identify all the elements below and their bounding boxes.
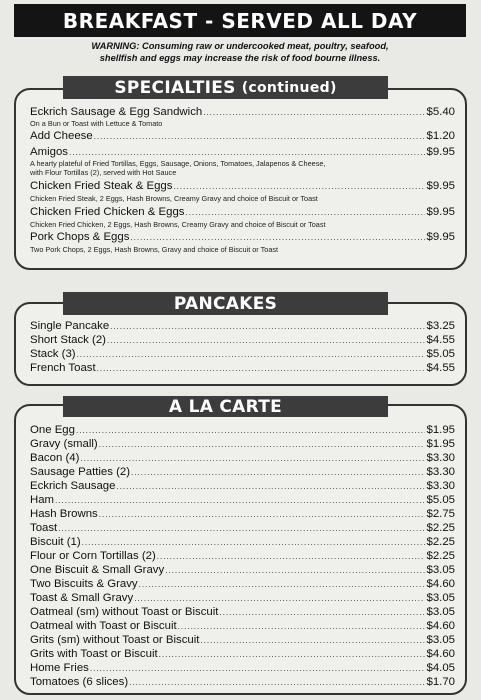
item-price: $2.25 <box>426 550 455 562</box>
item-price: $5.05 <box>426 494 455 506</box>
menu-item <box>30 634 455 648</box>
item-name: Flour or Corn Tortillas (2) <box>30 550 156 562</box>
item-description: On a Bun or Toast with Lettuce & Tomato <box>30 119 163 128</box>
warning-line-2: shellfish and eggs may increase the risk of food bourne illness. <box>99 53 381 63</box>
pancakes-title-text: PANCAKES <box>173 293 278 314</box>
menu-item <box>30 334 455 348</box>
leader-dots <box>139 580 426 589</box>
leader-dots <box>203 108 425 117</box>
item-price: $9.95 <box>426 206 455 218</box>
item-name: Two Biscuits & Gravy <box>30 578 138 590</box>
menu-item <box>30 106 455 120</box>
menu-item <box>30 592 455 606</box>
item-name: Home Fries <box>30 662 89 674</box>
item-price: $3.05 <box>426 634 455 646</box>
item-price: $5.40 <box>426 106 455 118</box>
leader-dots <box>82 538 426 547</box>
item-description: Chicken Fried Steak, 2 Eggs, Hash Browns, Creamy Gravy and choice of Biscuit or Toast <box>30 194 318 203</box>
leader-dots <box>131 468 425 477</box>
menu-item <box>30 606 455 620</box>
item-name: One Egg <box>30 424 75 436</box>
menu-item <box>30 424 455 438</box>
item-name: Toast <box>30 522 58 534</box>
menu-item <box>30 480 455 494</box>
item-price: $4.60 <box>426 578 455 590</box>
leader-dots <box>219 608 425 617</box>
menu-item <box>30 648 455 662</box>
leader-dots <box>99 510 426 519</box>
item-name: Add Cheese <box>30 130 93 142</box>
item-name: Bacon (4) <box>30 452 80 464</box>
item-price: $1.95 <box>426 424 455 436</box>
item-name: Gravy (small) <box>30 438 98 450</box>
item-price: $3.05 <box>426 564 455 576</box>
menu-item <box>30 522 455 536</box>
leader-dots <box>165 566 425 575</box>
specialties-title <box>63 76 388 99</box>
pancakes-title <box>63 292 388 315</box>
menu-item <box>30 676 455 690</box>
item-price: $2.25 <box>426 536 455 548</box>
item-name: French Toast <box>30 362 96 374</box>
item-price: $1.20 <box>426 130 455 142</box>
food-safety-warning <box>40 40 440 64</box>
menu-item <box>30 362 455 376</box>
leader-dots <box>116 482 425 491</box>
menu-item <box>30 146 455 160</box>
leader-dots <box>80 454 425 463</box>
item-name: Tomatoes (6 slices) <box>30 676 129 688</box>
item-name: Grits (sm) without Toast or Biscuit <box>30 634 200 646</box>
item-description: Two Pork Chops, 2 Eggs, Hash Browns, Gravy and choice of Biscuit or Toast <box>30 245 279 254</box>
item-name: Oatmeal (sm) without Toast or Biscuit <box>30 606 219 618</box>
item-price: $1.70 <box>426 676 455 688</box>
item-name: Stack (3) <box>30 348 76 360</box>
leader-dots <box>173 182 425 191</box>
leader-dots <box>69 148 426 157</box>
item-description: A hearty plateful of Fried Tortillas, Eggs, Sausage, Onions, Tomatoes, Jalapenos & Cheese, <box>30 159 326 168</box>
menu-item <box>30 231 455 245</box>
item-price: $9.95 <box>426 146 455 158</box>
specialties-title-suffix: (continued) <box>241 79 337 96</box>
warning-line-1: WARNING: Consuming raw or undercooked meat, poultry, seafood, <box>91 41 389 51</box>
leader-dots <box>77 350 426 359</box>
menu-item <box>30 578 455 592</box>
leader-dots <box>107 336 426 345</box>
item-name: Chicken Fried Steak & Eggs <box>30 180 173 192</box>
item-price: $3.30 <box>426 452 455 464</box>
menu-item <box>30 466 455 480</box>
item-price: $3.05 <box>426 592 455 604</box>
leader-dots <box>110 322 425 331</box>
leader-dots <box>157 552 426 561</box>
item-name: Oatmeal with Toast or Biscuit <box>30 620 177 632</box>
menu-item <box>30 180 455 194</box>
item-name: Amigos <box>30 146 68 158</box>
item-price: $4.55 <box>426 334 455 346</box>
item-price: $4.60 <box>426 648 455 660</box>
item-name: Biscuit (1) <box>30 536 81 548</box>
item-price: $4.60 <box>426 620 455 632</box>
menu-item <box>30 508 455 522</box>
menu-item <box>30 494 455 508</box>
item-price: $9.95 <box>426 180 455 192</box>
leader-dots <box>58 524 425 533</box>
item-price: $1.95 <box>426 438 455 450</box>
item-name: Chicken Fried Chicken & Eggs <box>30 206 185 218</box>
item-price: $4.55 <box>426 362 455 374</box>
item-price: $9.95 <box>426 231 455 243</box>
item-name: Eckrich Sausage <box>30 480 116 492</box>
menu-item <box>30 550 455 564</box>
menu-item <box>30 662 455 676</box>
item-price: $2.75 <box>426 508 455 520</box>
item-name: Eckrich Sausage & Egg Sandwich <box>30 106 203 118</box>
leader-dots <box>130 233 425 242</box>
page-title: BREAKFAST - SERVED ALL DAY <box>14 4 466 37</box>
leader-dots <box>159 650 426 659</box>
leader-dots <box>178 622 426 631</box>
item-name: One Biscuit & Small Gravy <box>30 564 165 576</box>
leader-dots <box>94 132 426 141</box>
menu-item <box>30 564 455 578</box>
leader-dots <box>55 496 425 505</box>
item-name: Short Stack (2) <box>30 334 106 346</box>
specialties-title-text: SPECIALTIES <box>114 77 236 98</box>
menu-item <box>30 348 455 362</box>
menu-item <box>30 620 455 634</box>
item-price: $3.30 <box>426 480 455 492</box>
item-name: Pork Chops & Eggs <box>30 231 130 243</box>
leader-dots <box>185 208 425 217</box>
item-price: $3.25 <box>426 320 455 332</box>
item-name: Grits with Toast or Biscuit <box>30 648 158 660</box>
menu-item <box>30 452 455 466</box>
menu-item <box>30 438 455 452</box>
item-price: $3.30 <box>426 466 455 478</box>
item-description-line-2: with Flour Tortillas (2), served with Hot Sauce <box>30 168 177 177</box>
item-name: Single Pancake <box>30 320 110 332</box>
leader-dots <box>134 594 425 603</box>
item-price: $4.05 <box>426 662 455 674</box>
leader-dots <box>129 678 425 687</box>
item-name: Hash Browns <box>30 508 98 520</box>
leader-dots <box>200 636 425 645</box>
item-price: $2.25 <box>426 522 455 534</box>
leader-dots <box>90 664 426 673</box>
a-la-carte-title <box>63 396 388 417</box>
item-name: Ham <box>30 494 55 506</box>
menu-item <box>30 206 455 220</box>
leader-dots <box>97 364 426 373</box>
menu-item <box>30 536 455 550</box>
item-price: $5.05 <box>426 348 455 360</box>
a-la-carte-title-text: A LA CARTE <box>168 396 283 417</box>
item-name: Toast & Small Gravy <box>30 592 134 604</box>
menu-item <box>30 320 455 334</box>
item-price: $3.05 <box>426 606 455 618</box>
leader-dots <box>76 426 426 435</box>
item-description: Chicken Fried Chicken, 2 Eggs, Hash Browns, Creamy Gravy and choice of Biscuit or Toast <box>30 220 326 229</box>
leader-dots <box>99 440 426 449</box>
item-name: Sausage Patties (2) <box>30 466 131 478</box>
menu-item <box>30 130 455 144</box>
